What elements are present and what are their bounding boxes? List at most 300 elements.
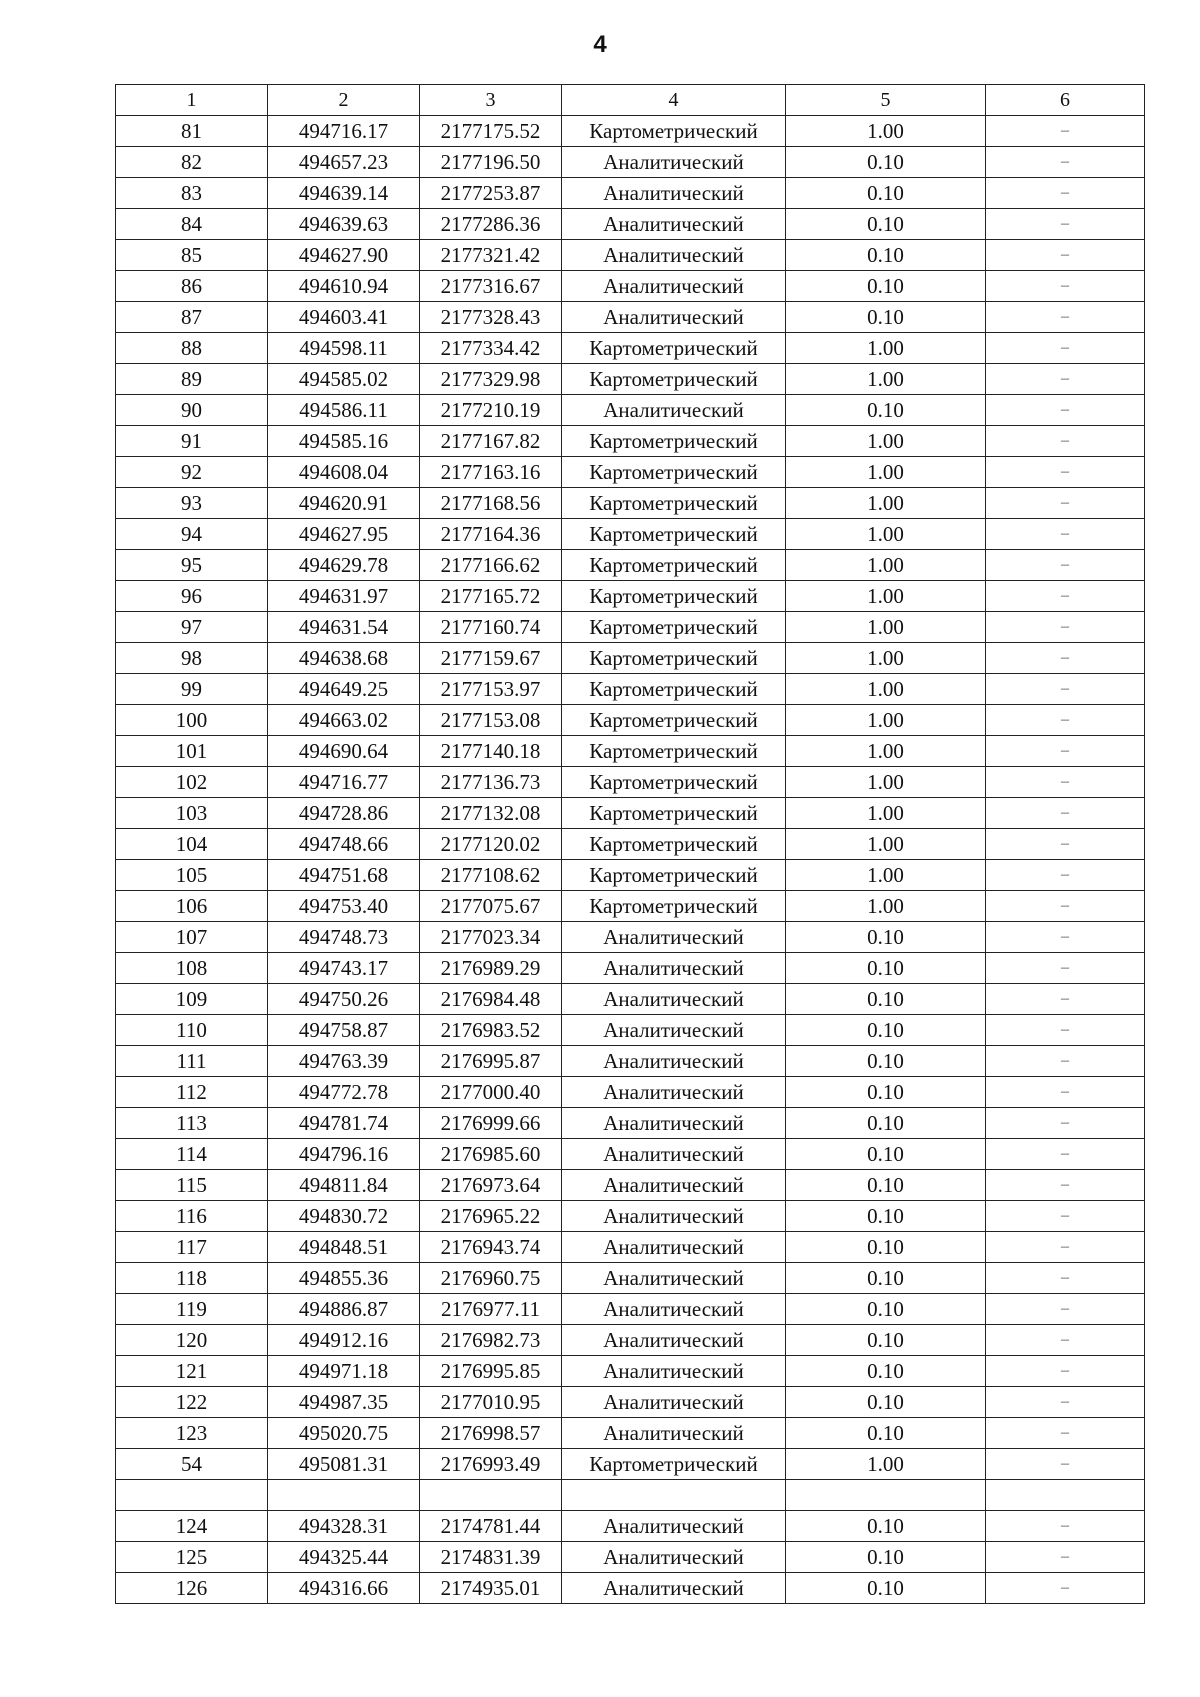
table-row xyxy=(116,736,1145,767)
description-cell: – xyxy=(986,984,1145,1015)
point-number-cell: 85 xyxy=(116,240,268,271)
y-coordinate-cell: 2177175.52 xyxy=(420,116,562,147)
point-number-cell: 54 xyxy=(116,1449,268,1480)
table-row xyxy=(116,1077,1145,1108)
y-coordinate-cell: 2176984.48 xyxy=(420,984,562,1015)
method-cell: Аналитический xyxy=(562,209,786,240)
description-cell: – xyxy=(986,333,1145,364)
y-coordinate-cell: 2176983.52 xyxy=(420,1015,562,1046)
table-row xyxy=(116,1170,1145,1201)
accuracy-cell: 0.10 xyxy=(786,1542,986,1573)
method-cell: Картометрический xyxy=(562,829,786,860)
method-cell: Картометрический xyxy=(562,519,786,550)
y-coordinate-cell: 2177075.67 xyxy=(420,891,562,922)
accuracy-cell: 1.00 xyxy=(786,767,986,798)
method-cell: Картометрический xyxy=(562,674,786,705)
accuracy-cell: 0.10 xyxy=(786,1170,986,1201)
method-cell: Картометрический xyxy=(562,457,786,488)
method-cell: Аналитический xyxy=(562,1387,786,1418)
point-number-cell: 107 xyxy=(116,922,268,953)
table-row xyxy=(116,1015,1145,1046)
x-coordinate-cell: 494629.78 xyxy=(268,550,420,581)
description-cell: – xyxy=(986,457,1145,488)
x-coordinate-cell: 494627.90 xyxy=(268,240,420,271)
description-cell: – xyxy=(986,1170,1145,1201)
accuracy-cell: 0.10 xyxy=(786,1015,986,1046)
point-number-cell: 124 xyxy=(116,1511,268,1542)
table-row xyxy=(116,116,1145,147)
y-coordinate-cell: 2174935.01 xyxy=(420,1573,562,1604)
y-coordinate-cell: 2177166.62 xyxy=(420,550,562,581)
y-coordinate-cell: 2174781.44 xyxy=(420,1511,562,1542)
x-coordinate-cell: 494328.31 xyxy=(268,1511,420,1542)
method-cell: Аналитический xyxy=(562,1201,786,1232)
x-coordinate-cell: 494585.02 xyxy=(268,364,420,395)
table-row xyxy=(116,1263,1145,1294)
point-number-cell: 100 xyxy=(116,705,268,736)
table-row xyxy=(116,1449,1145,1480)
accuracy-cell: 0.10 xyxy=(786,922,986,953)
table-row xyxy=(116,1542,1145,1573)
point-number-cell: 93 xyxy=(116,488,268,519)
x-coordinate-cell: 494603.41 xyxy=(268,302,420,333)
x-coordinate-cell: 494663.02 xyxy=(268,705,420,736)
description-cell: – xyxy=(986,147,1145,178)
x-coordinate-cell: 494639.63 xyxy=(268,209,420,240)
accuracy-cell: 0.10 xyxy=(786,1046,986,1077)
point-number-cell: 121 xyxy=(116,1356,268,1387)
x-coordinate-cell: 494631.54 xyxy=(268,612,420,643)
description-cell: – xyxy=(986,860,1145,891)
description-cell: – xyxy=(986,1356,1145,1387)
table-row xyxy=(116,302,1145,333)
description-cell: – xyxy=(986,1015,1145,1046)
y-coordinate-cell: 2177321.42 xyxy=(420,240,562,271)
table-row xyxy=(116,1573,1145,1604)
table-body xyxy=(116,85,1145,1604)
point-number-cell: 101 xyxy=(116,736,268,767)
description-cell: – xyxy=(986,1449,1145,1480)
accuracy-cell: 0.10 xyxy=(786,209,986,240)
description-cell: – xyxy=(986,922,1145,953)
method-cell: Картометрический xyxy=(562,798,786,829)
description-cell: – xyxy=(986,302,1145,333)
table-row xyxy=(116,178,1145,209)
description-cell: – xyxy=(986,519,1145,550)
header-cell: 4 xyxy=(562,85,786,116)
accuracy-cell: 0.10 xyxy=(786,178,986,209)
table-row xyxy=(116,1511,1145,1542)
table-row xyxy=(116,705,1145,736)
description-cell: – xyxy=(986,581,1145,612)
x-coordinate-cell: 494743.17 xyxy=(268,953,420,984)
header-cell: 3 xyxy=(420,85,562,116)
table-row xyxy=(116,767,1145,798)
method-cell: Аналитический xyxy=(562,1232,786,1263)
point-number-cell: 92 xyxy=(116,457,268,488)
x-coordinate-cell: 494848.51 xyxy=(268,1232,420,1263)
description-cell: – xyxy=(986,1418,1145,1449)
x-coordinate-cell: 495081.31 xyxy=(268,1449,420,1480)
description-cell: – xyxy=(986,1046,1145,1077)
description-cell: – xyxy=(986,767,1145,798)
y-coordinate-cell: 2177160.74 xyxy=(420,612,562,643)
point-number-cell: 99 xyxy=(116,674,268,705)
y-coordinate-cell: 2174831.39 xyxy=(420,1542,562,1573)
method-cell: Картометрический xyxy=(562,333,786,364)
y-coordinate-cell: 2176960.75 xyxy=(420,1263,562,1294)
y-coordinate-cell: 2177210.19 xyxy=(420,395,562,426)
table-row xyxy=(116,953,1145,984)
y-coordinate-cell: 2176999.66 xyxy=(420,1108,562,1139)
y-coordinate-cell: 2177328.43 xyxy=(420,302,562,333)
y-coordinate-cell: 2177000.40 xyxy=(420,1077,562,1108)
accuracy-cell: 1.00 xyxy=(786,674,986,705)
point-number-cell: 115 xyxy=(116,1170,268,1201)
method-cell: Картометрический xyxy=(562,116,786,147)
accuracy-cell: 0.10 xyxy=(786,1077,986,1108)
description-cell: – xyxy=(986,364,1145,395)
x-coordinate-cell: 494811.84 xyxy=(268,1170,420,1201)
accuracy-cell: 0.10 xyxy=(786,1201,986,1232)
x-coordinate-cell: 494325.44 xyxy=(268,1542,420,1573)
method-cell: Картометрический xyxy=(562,364,786,395)
description-cell: – xyxy=(986,488,1145,519)
description-cell: – xyxy=(986,1325,1145,1356)
y-coordinate-cell: 2177120.02 xyxy=(420,829,562,860)
x-coordinate-cell: 494586.11 xyxy=(268,395,420,426)
table-row xyxy=(116,209,1145,240)
accuracy-cell: 1.00 xyxy=(786,333,986,364)
table-row xyxy=(116,1201,1145,1232)
table-row xyxy=(116,984,1145,1015)
x-coordinate-cell: 494912.16 xyxy=(268,1325,420,1356)
description-cell: – xyxy=(986,1139,1145,1170)
description-cell: – xyxy=(986,1263,1145,1294)
point-number-cell: 123 xyxy=(116,1418,268,1449)
description-cell: – xyxy=(986,1201,1145,1232)
point-number-cell: 105 xyxy=(116,860,268,891)
method-cell: Аналитический xyxy=(562,1294,786,1325)
accuracy-cell: 1.00 xyxy=(786,1449,986,1480)
method-cell: Аналитический xyxy=(562,1077,786,1108)
description-cell: – xyxy=(986,209,1145,240)
table-row xyxy=(116,364,1145,395)
method-cell: Аналитический xyxy=(562,1046,786,1077)
point-number-cell: 97 xyxy=(116,612,268,643)
y-coordinate-cell: 2176993.49 xyxy=(420,1449,562,1480)
accuracy-cell: 0.10 xyxy=(786,1573,986,1604)
point-number-cell: 88 xyxy=(116,333,268,364)
y-coordinate-cell xyxy=(420,1480,562,1511)
method-cell: Аналитический xyxy=(562,1139,786,1170)
method-cell: Аналитический xyxy=(562,395,786,426)
accuracy-cell: 1.00 xyxy=(786,457,986,488)
method-cell: Аналитический xyxy=(562,922,786,953)
table-row xyxy=(116,674,1145,705)
description-cell: – xyxy=(986,736,1145,767)
method-cell: Картометрический xyxy=(562,581,786,612)
accuracy-cell xyxy=(786,1480,986,1511)
table-row xyxy=(116,829,1145,860)
method-cell: Аналитический xyxy=(562,1108,786,1139)
point-number-cell: 90 xyxy=(116,395,268,426)
method-cell xyxy=(562,1480,786,1511)
x-coordinate-cell: 494830.72 xyxy=(268,1201,420,1232)
header-cell: 6 xyxy=(986,85,1145,116)
description-cell: – xyxy=(986,426,1145,457)
y-coordinate-cell: 2176943.74 xyxy=(420,1232,562,1263)
accuracy-cell: 1.00 xyxy=(786,426,986,457)
table-header-row xyxy=(116,85,1145,116)
table-row xyxy=(116,271,1145,302)
accuracy-cell: 0.10 xyxy=(786,1387,986,1418)
description-cell: – xyxy=(986,953,1145,984)
table-row xyxy=(116,1294,1145,1325)
y-coordinate-cell: 2177167.82 xyxy=(420,426,562,457)
accuracy-cell: 0.10 xyxy=(786,1139,986,1170)
x-coordinate-cell: 494987.35 xyxy=(268,1387,420,1418)
point-number-cell: 98 xyxy=(116,643,268,674)
y-coordinate-cell: 2177196.50 xyxy=(420,147,562,178)
method-cell: Картометрический xyxy=(562,860,786,891)
description-cell: – xyxy=(986,1294,1145,1325)
y-coordinate-cell: 2177140.18 xyxy=(420,736,562,767)
method-cell: Аналитический xyxy=(562,271,786,302)
description-cell: – xyxy=(986,1542,1145,1573)
page-number: 4 xyxy=(593,31,607,58)
description-cell xyxy=(986,1480,1145,1511)
table-row xyxy=(116,581,1145,612)
y-coordinate-cell: 2177164.36 xyxy=(420,519,562,550)
accuracy-cell: 1.00 xyxy=(786,829,986,860)
header-cell: 1 xyxy=(116,85,268,116)
method-cell: Аналитический xyxy=(562,302,786,333)
description-cell: – xyxy=(986,829,1145,860)
accuracy-cell: 1.00 xyxy=(786,519,986,550)
accuracy-cell: 1.00 xyxy=(786,860,986,891)
x-coordinate-cell: 494855.36 xyxy=(268,1263,420,1294)
accuracy-cell: 0.10 xyxy=(786,240,986,271)
accuracy-cell: 0.10 xyxy=(786,271,986,302)
x-coordinate-cell: 494751.68 xyxy=(268,860,420,891)
table-row xyxy=(116,333,1145,364)
x-coordinate-cell: 494758.87 xyxy=(268,1015,420,1046)
method-cell: Аналитический xyxy=(562,178,786,209)
y-coordinate-cell: 2177132.08 xyxy=(420,798,562,829)
description-cell: – xyxy=(986,705,1145,736)
x-coordinate-cell: 494886.87 xyxy=(268,1294,420,1325)
accuracy-cell: 0.10 xyxy=(786,1325,986,1356)
description-cell: – xyxy=(986,178,1145,209)
y-coordinate-cell: 2176995.85 xyxy=(420,1356,562,1387)
point-number-cell: 96 xyxy=(116,581,268,612)
point-number-cell: 111 xyxy=(116,1046,268,1077)
table-row xyxy=(116,643,1145,674)
point-number-cell: 91 xyxy=(116,426,268,457)
method-cell: Картометрический xyxy=(562,891,786,922)
x-coordinate-cell: 494657.23 xyxy=(268,147,420,178)
method-cell: Картометрический xyxy=(562,767,786,798)
accuracy-cell: 0.10 xyxy=(786,1263,986,1294)
accuracy-cell: 0.10 xyxy=(786,302,986,333)
point-number-cell: 117 xyxy=(116,1232,268,1263)
y-coordinate-cell: 2177108.62 xyxy=(420,860,562,891)
point-number-cell: 106 xyxy=(116,891,268,922)
table-row xyxy=(116,1480,1145,1511)
x-coordinate-cell: 494750.26 xyxy=(268,984,420,1015)
table-row xyxy=(116,457,1145,488)
method-cell: Аналитический xyxy=(562,1511,786,1542)
x-coordinate-cell: 494716.77 xyxy=(268,767,420,798)
point-number-cell: 120 xyxy=(116,1325,268,1356)
y-coordinate-cell: 2177168.56 xyxy=(420,488,562,519)
accuracy-cell: 0.10 xyxy=(786,147,986,178)
y-coordinate-cell: 2177010.95 xyxy=(420,1387,562,1418)
point-number-cell: 118 xyxy=(116,1263,268,1294)
point-number-cell: 125 xyxy=(116,1542,268,1573)
table-row xyxy=(116,798,1145,829)
table-row xyxy=(116,922,1145,953)
table-row xyxy=(116,1325,1145,1356)
description-cell: – xyxy=(986,1387,1145,1418)
point-number-cell: 104 xyxy=(116,829,268,860)
point-number-cell: 86 xyxy=(116,271,268,302)
description-cell: – xyxy=(986,798,1145,829)
accuracy-cell: 1.00 xyxy=(786,116,986,147)
point-number-cell: 110 xyxy=(116,1015,268,1046)
description-cell: – xyxy=(986,550,1145,581)
point-number-cell: 81 xyxy=(116,116,268,147)
y-coordinate-cell: 2176998.57 xyxy=(420,1418,562,1449)
table-row xyxy=(116,860,1145,891)
y-coordinate-cell: 2177316.67 xyxy=(420,271,562,302)
accuracy-cell: 1.00 xyxy=(786,705,986,736)
point-number-cell xyxy=(116,1480,268,1511)
y-coordinate-cell: 2176995.87 xyxy=(420,1046,562,1077)
table-row xyxy=(116,147,1145,178)
accuracy-cell: 0.10 xyxy=(786,984,986,1015)
table-row xyxy=(116,1387,1145,1418)
table-row xyxy=(116,240,1145,271)
x-coordinate-cell: 494639.14 xyxy=(268,178,420,209)
accuracy-cell: 1.00 xyxy=(786,612,986,643)
accuracy-cell: 1.00 xyxy=(786,891,986,922)
table-row xyxy=(116,1139,1145,1170)
method-cell: Картометрический xyxy=(562,705,786,736)
x-coordinate-cell: 494610.94 xyxy=(268,271,420,302)
method-cell: Аналитический xyxy=(562,1542,786,1573)
description-cell: – xyxy=(986,612,1145,643)
x-coordinate-cell: 494598.11 xyxy=(268,333,420,364)
point-number-cell: 119 xyxy=(116,1294,268,1325)
accuracy-cell: 0.10 xyxy=(786,1418,986,1449)
table-row xyxy=(116,426,1145,457)
method-cell: Аналитический xyxy=(562,984,786,1015)
accuracy-cell: 1.00 xyxy=(786,550,986,581)
table-row xyxy=(116,395,1145,426)
point-number-cell: 94 xyxy=(116,519,268,550)
table-row xyxy=(116,1046,1145,1077)
accuracy-cell: 0.10 xyxy=(786,1294,986,1325)
description-cell: – xyxy=(986,1108,1145,1139)
point-number-cell: 126 xyxy=(116,1573,268,1604)
description-cell: – xyxy=(986,1232,1145,1263)
x-coordinate-cell: 494753.40 xyxy=(268,891,420,922)
method-cell: Картометрический xyxy=(562,1449,786,1480)
method-cell: Аналитический xyxy=(562,147,786,178)
x-coordinate-cell: 494772.78 xyxy=(268,1077,420,1108)
description-cell: – xyxy=(986,674,1145,705)
accuracy-cell: 1.00 xyxy=(786,736,986,767)
y-coordinate-cell: 2177334.42 xyxy=(420,333,562,364)
x-coordinate-cell: 494971.18 xyxy=(268,1356,420,1387)
y-coordinate-cell: 2177163.16 xyxy=(420,457,562,488)
y-coordinate-cell: 2177165.72 xyxy=(420,581,562,612)
point-number-cell: 83 xyxy=(116,178,268,209)
point-number-cell: 122 xyxy=(116,1387,268,1418)
method-cell: Аналитический xyxy=(562,240,786,271)
method-cell: Аналитический xyxy=(562,1573,786,1604)
description-cell: – xyxy=(986,395,1145,426)
header-cell: 2 xyxy=(268,85,420,116)
point-number-cell: 109 xyxy=(116,984,268,1015)
x-coordinate-cell: 494631.97 xyxy=(268,581,420,612)
x-coordinate-cell: 494763.39 xyxy=(268,1046,420,1077)
coordinates-table xyxy=(115,84,1145,1604)
table-row xyxy=(116,1232,1145,1263)
x-coordinate-cell: 494627.95 xyxy=(268,519,420,550)
point-number-cell: 82 xyxy=(116,147,268,178)
description-cell: – xyxy=(986,643,1145,674)
accuracy-cell: 1.00 xyxy=(786,581,986,612)
accuracy-cell: 0.10 xyxy=(786,1511,986,1542)
description-cell: – xyxy=(986,1573,1145,1604)
x-coordinate-cell: 494781.74 xyxy=(268,1108,420,1139)
y-coordinate-cell: 2176965.22 xyxy=(420,1201,562,1232)
accuracy-cell: 0.10 xyxy=(786,1356,986,1387)
description-cell: – xyxy=(986,240,1145,271)
x-coordinate-cell: 494608.04 xyxy=(268,457,420,488)
point-number-cell: 102 xyxy=(116,767,268,798)
point-number-cell: 84 xyxy=(116,209,268,240)
point-number-cell: 89 xyxy=(116,364,268,395)
y-coordinate-cell: 2177153.08 xyxy=(420,705,562,736)
y-coordinate-cell: 2176982.73 xyxy=(420,1325,562,1356)
table-row xyxy=(116,550,1145,581)
point-number-cell: 95 xyxy=(116,550,268,581)
y-coordinate-cell: 2176977.11 xyxy=(420,1294,562,1325)
accuracy-cell: 0.10 xyxy=(786,1108,986,1139)
y-coordinate-cell: 2177286.36 xyxy=(420,209,562,240)
description-cell: – xyxy=(986,1077,1145,1108)
table-row xyxy=(116,1356,1145,1387)
x-coordinate-cell: 494316.66 xyxy=(268,1573,420,1604)
x-coordinate-cell: 494796.16 xyxy=(268,1139,420,1170)
point-number-cell: 112 xyxy=(116,1077,268,1108)
accuracy-cell: 0.10 xyxy=(786,953,986,984)
method-cell: Аналитический xyxy=(562,1356,786,1387)
point-number-cell: 103 xyxy=(116,798,268,829)
y-coordinate-cell: 2177253.87 xyxy=(420,178,562,209)
method-cell: Картометрический xyxy=(562,643,786,674)
accuracy-cell: 1.00 xyxy=(786,364,986,395)
x-coordinate-cell: 494620.91 xyxy=(268,488,420,519)
accuracy-cell: 0.10 xyxy=(786,1232,986,1263)
y-coordinate-cell: 2176973.64 xyxy=(420,1170,562,1201)
table-row xyxy=(116,519,1145,550)
table-row xyxy=(116,488,1145,519)
